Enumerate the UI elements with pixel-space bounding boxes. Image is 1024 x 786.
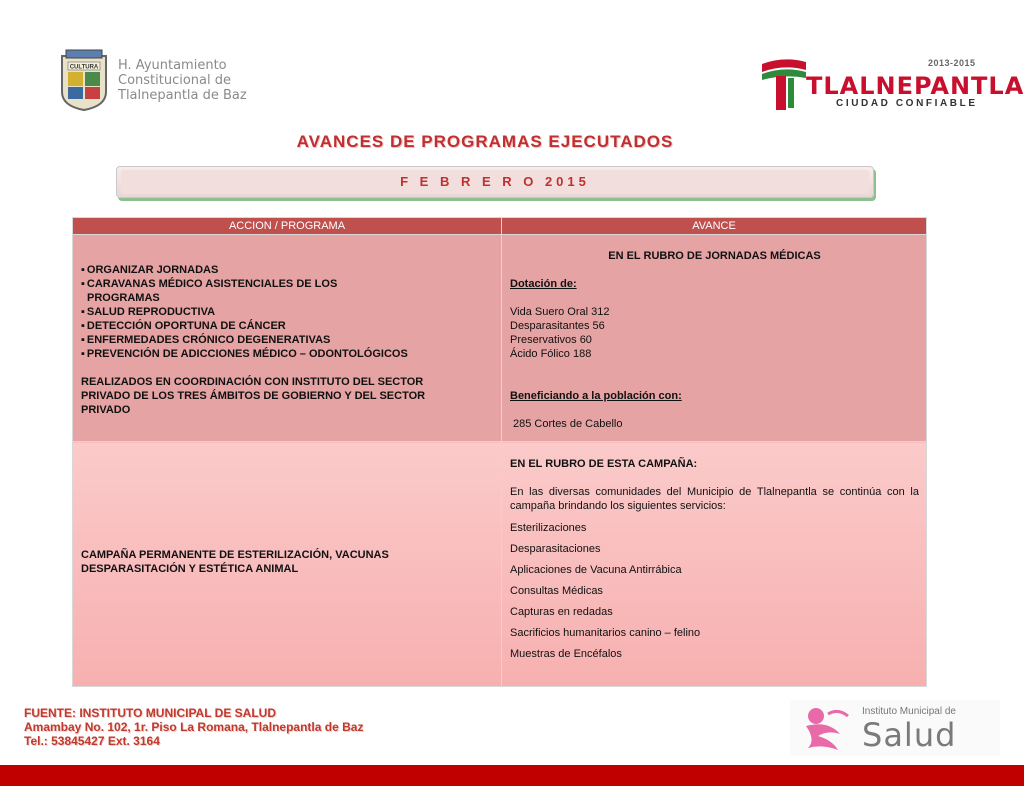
page-title: AVANCES DE PROGRAMAS EJECUTADOS [296, 132, 674, 151]
municipal-shield-icon [58, 48, 110, 112]
brand-name: TLALNEPANTLA [806, 72, 1024, 100]
dotacion-item: Preservativos 60 [510, 334, 592, 346]
month-label: F E B R E R O 2015 [121, 170, 869, 194]
beneficio-label: Beneficiando a la población con: [510, 390, 682, 402]
service-item: Muestras de Encéfalos [510, 648, 622, 660]
column-header: ACCION / PROGRAMA [73, 218, 502, 235]
dotacion-item: Desparasitantes 56 [510, 320, 605, 332]
avance-title: EN EL RUBRO DE ESTA CAMPAÑA: [510, 458, 698, 470]
municipal-logo [58, 48, 247, 112]
campaign-action [73, 548, 501, 580]
table-row [73, 235, 927, 442]
avance-title: EN EL RUBRO DE JORNADAS MÉDICAS [608, 250, 821, 262]
footer-source [24, 706, 363, 748]
month-banner [116, 166, 874, 198]
footer-address: Amambay No. 102, 1r. Piso La Romana, Tlalnepantla de Baz [24, 720, 364, 734]
footer-phone: Tel.: 53845427 Ext. 3164 [24, 734, 160, 748]
beneficio-item: 285 Cortes de Cabello [513, 418, 623, 430]
action-cell [73, 235, 502, 442]
program-item: ▪ PREVENCIÓN DE ADICCIONES MÉDICO – ODONTOLÓGICOS [81, 347, 494, 361]
service-item: Consultas Médicas [510, 585, 603, 597]
salud-figure-icon [798, 704, 858, 754]
avance-cell [502, 442, 927, 687]
service-item: Desparasitaciones [510, 543, 601, 555]
service-item: Aplicaciones de Vacuna Antirrábica [510, 564, 682, 576]
brand-years: 2013-2015 [928, 58, 976, 68]
note-line: PRIVADO [81, 404, 131, 416]
program-list [81, 305, 494, 361]
program-item: ▪ ORGANIZAR JORNADAS [81, 263, 494, 277]
program-item: ▪ SALUD REPRODUCTIVA [81, 305, 494, 319]
program-item [81, 277, 494, 291]
programs-table [72, 217, 927, 687]
service-item: Esterilizaciones [510, 522, 587, 534]
avance-cell [502, 235, 927, 442]
program-item: ▪ DETECCIÓN OPORTUNA DE CÁNCER [81, 319, 494, 333]
action-cell [73, 442, 502, 687]
salud-logo-big: Salud [862, 716, 957, 754]
action-line: DESPARASITACIÓN Y ESTÉTICA ANIMAL [81, 563, 299, 575]
municipal-name [118, 58, 247, 103]
dotacion-label: Dotación de: [510, 278, 577, 290]
salud-logo [790, 700, 1000, 756]
salud-logo-small: Instituto Municipal de [862, 706, 956, 717]
note-line: PRIVADO DE LOS TRES ÁMBITOS DE GOBIERNO Y DEL SECTOR [81, 390, 426, 402]
program-list [81, 263, 494, 291]
org-line: Tlalnepantla de Baz [118, 87, 247, 103]
program-continuation: PROGRAMAS [87, 292, 160, 304]
dotacion-item: Vida Suero Oral 312 [510, 306, 610, 318]
footer-source-title: FUENTE: INSTITUTO MUNICIPAL DE SALUD [24, 706, 276, 720]
column-header: AVANCE [502, 218, 927, 235]
brand-tagline: CIUDAD CONFIABLE [836, 98, 978, 109]
services-list [510, 518, 919, 665]
table-header-row [73, 218, 927, 235]
program-item: ▪ ENFERMEDADES CRÓNICO DEGENERATIVAS [81, 333, 494, 347]
table-row [73, 442, 927, 687]
dotacion-item: Ácido Fólico 188 [510, 348, 592, 360]
service-item: Capturas en redadas [510, 606, 613, 618]
note-line: REALIZADOS EN COORDINACIÓN CON INSTITUTO DEL SECTOR [81, 376, 424, 388]
org-line: Constitucional de [118, 72, 232, 88]
shield-ribbon-text: CULTURA [69, 64, 99, 71]
action-line: CAMPAÑA PERMANENTE DE ESTERILIZACIÓN, VACUNAS [81, 549, 389, 561]
tlalnepantla-logo [760, 54, 1024, 114]
campaign-description: En las diversas comunidades del Municipio de Tlalnepantla se continúa con la campaña brindando los siguientes servicios: [510, 486, 919, 512]
tlalnepantla-t-icon [760, 56, 808, 112]
org-line: H. Ayuntamiento [118, 57, 227, 73]
bottom-bar [0, 765, 1024, 786]
program-item-text: CARAVANAS MÉDICO ASISTENCIALES DE LOS [86, 278, 338, 290]
service-item: Sacrificios humanitarios canino – felino [510, 627, 701, 639]
coordination-note [81, 375, 494, 417]
